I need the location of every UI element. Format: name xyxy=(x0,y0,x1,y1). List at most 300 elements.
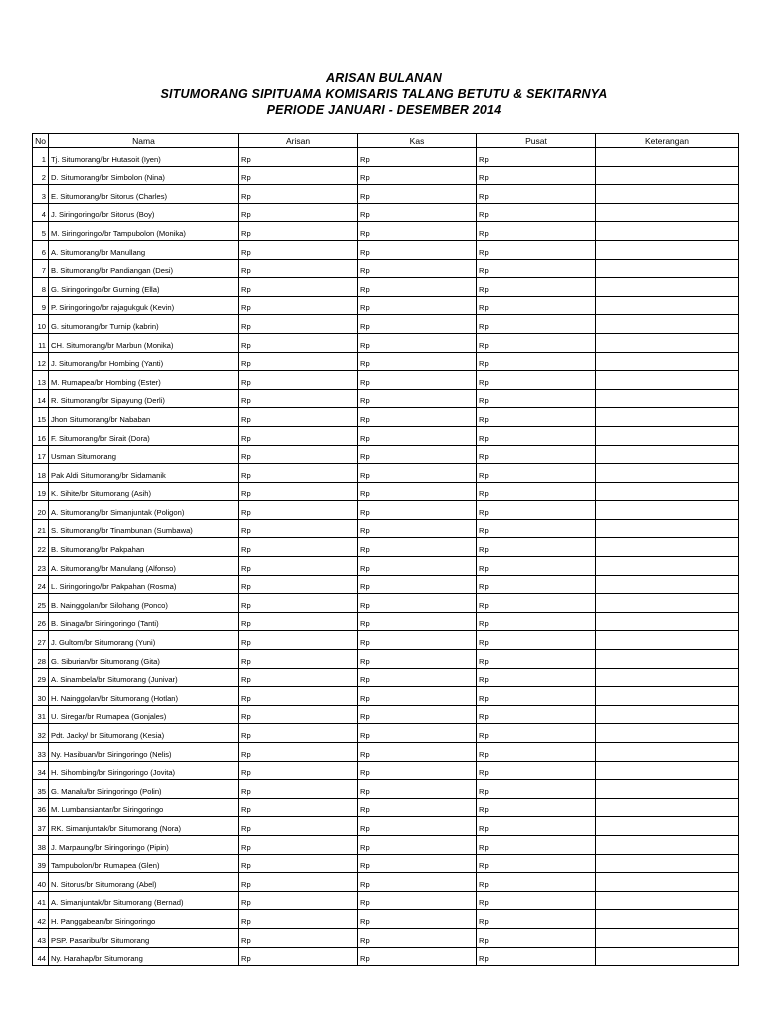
row-kas: Rp xyxy=(358,259,477,278)
row-pusat: Rp xyxy=(477,817,596,836)
row-name: M. Lumbansiantar/br Siringoringo xyxy=(49,798,239,817)
row-kas: Rp xyxy=(358,835,477,854)
table-row xyxy=(33,278,739,297)
table-row xyxy=(33,724,739,743)
row-keterangan xyxy=(596,315,739,334)
row-arisan: Rp xyxy=(239,743,358,762)
row-name: Tj. Situmorang/br Hutasoit (Iyen) xyxy=(49,148,239,167)
row-keterangan xyxy=(596,352,739,371)
row-name: G. Manalu/br Siringoringo (Polin) xyxy=(49,780,239,799)
row-arisan: Rp xyxy=(239,501,358,520)
row-pusat: Rp xyxy=(477,315,596,334)
row-number: 18 xyxy=(33,464,49,483)
row-keterangan xyxy=(596,148,739,167)
row-arisan: Rp xyxy=(239,928,358,947)
row-arisan: Rp xyxy=(239,910,358,929)
table-row xyxy=(33,705,739,724)
table-row xyxy=(33,835,739,854)
row-arisan: Rp xyxy=(239,296,358,315)
document-title: ARISAN BULANAN xyxy=(326,71,442,85)
row-arisan: Rp xyxy=(239,203,358,222)
row-kas: Rp xyxy=(358,817,477,836)
row-name: H. Nainggolan/br Situmorang (Hotlan) xyxy=(49,687,239,706)
row-name: H. Sihombing/br Siringoringo (Jovita) xyxy=(49,761,239,780)
table-row xyxy=(33,910,739,929)
row-pusat: Rp xyxy=(477,854,596,873)
row-number: 13 xyxy=(33,371,49,390)
row-keterangan xyxy=(596,594,739,613)
row-name: B. Sinaga/br Siringoringo (Tanti) xyxy=(49,612,239,631)
row-number: 15 xyxy=(33,408,49,427)
column-header-no: No xyxy=(33,134,49,148)
row-name: B. Nainggolan/br Silohang (Ponco) xyxy=(49,594,239,613)
row-kas: Rp xyxy=(358,296,477,315)
row-kas: Rp xyxy=(358,315,477,334)
row-number: 41 xyxy=(33,891,49,910)
table-row xyxy=(33,296,739,315)
row-name: PSP. Pasaribu/br Situmorang xyxy=(49,928,239,947)
row-name: P. Siringoringo/br rajagukguk (Kevin) xyxy=(49,296,239,315)
row-number: 31 xyxy=(33,705,49,724)
row-arisan: Rp xyxy=(239,278,358,297)
row-number: 8 xyxy=(33,278,49,297)
row-pusat: Rp xyxy=(477,557,596,576)
row-name: Pdt. Jacky/ br Situmorang (Kesia) xyxy=(49,724,239,743)
table-row xyxy=(33,222,739,241)
row-name: G. Siringoringo/br Gurning (Ella) xyxy=(49,278,239,297)
row-number: 20 xyxy=(33,501,49,520)
row-number: 36 xyxy=(33,798,49,817)
row-pusat: Rp xyxy=(477,575,596,594)
row-number: 11 xyxy=(33,333,49,352)
row-number: 16 xyxy=(33,426,49,445)
column-header-kas: Kas xyxy=(358,134,477,148)
row-number: 25 xyxy=(33,594,49,613)
row-keterangan xyxy=(596,557,739,576)
row-number: 4 xyxy=(33,203,49,222)
row-keterangan xyxy=(596,240,739,259)
row-pusat: Rp xyxy=(477,296,596,315)
row-pusat: Rp xyxy=(477,148,596,167)
table-row xyxy=(33,780,739,799)
row-kas: Rp xyxy=(358,705,477,724)
row-name: L. Siringoringo/br Pakpahan (Rosma) xyxy=(49,575,239,594)
table-row xyxy=(33,445,739,464)
row-name: R. Situmorang/br Sipayung (Derli) xyxy=(49,389,239,408)
row-arisan: Rp xyxy=(239,612,358,631)
row-arisan: Rp xyxy=(239,389,358,408)
row-arisan: Rp xyxy=(239,408,358,427)
row-number: 24 xyxy=(33,575,49,594)
row-name: A. Situmorang/br Simanjuntak (Poligon) xyxy=(49,501,239,520)
row-arisan: Rp xyxy=(239,631,358,650)
row-arisan: Rp xyxy=(239,817,358,836)
table-row xyxy=(33,501,739,520)
row-kas: Rp xyxy=(358,668,477,687)
row-pusat: Rp xyxy=(477,371,596,390)
column-header-pusat: Pusat xyxy=(477,134,596,148)
row-keterangan xyxy=(596,687,739,706)
row-kas: Rp xyxy=(358,724,477,743)
row-arisan: Rp xyxy=(239,873,358,892)
row-number: 44 xyxy=(33,947,49,966)
row-pusat: Rp xyxy=(477,482,596,501)
row-arisan: Rp xyxy=(239,240,358,259)
row-pusat: Rp xyxy=(477,166,596,185)
row-name: B. Situmorang/br Pakpahan xyxy=(49,538,239,557)
arisan-table xyxy=(32,133,739,966)
row-arisan: Rp xyxy=(239,780,358,799)
row-keterangan xyxy=(596,780,739,799)
row-name: F. Situmorang/br Sirait (Dora) xyxy=(49,426,239,445)
row-kas: Rp xyxy=(358,594,477,613)
row-pusat: Rp xyxy=(477,798,596,817)
row-number: 42 xyxy=(33,910,49,929)
row-pusat: Rp xyxy=(477,724,596,743)
row-name: A. Simanjuntak/br Situmorang (Bernad) xyxy=(49,891,239,910)
row-pusat: Rp xyxy=(477,873,596,892)
row-pusat: Rp xyxy=(477,687,596,706)
table-row xyxy=(33,371,739,390)
row-keterangan xyxy=(596,278,739,297)
row-keterangan xyxy=(596,705,739,724)
row-number: 2 xyxy=(33,166,49,185)
row-number: 26 xyxy=(33,612,49,631)
row-arisan: Rp xyxy=(239,891,358,910)
row-arisan: Rp xyxy=(239,333,358,352)
row-name: Pak Aldi Situmorang/br Sidamanik xyxy=(49,464,239,483)
table-row xyxy=(33,594,739,613)
row-kas: Rp xyxy=(358,743,477,762)
row-keterangan xyxy=(596,259,739,278)
row-name: J. Situmorang/br Hombing (Yanti) xyxy=(49,352,239,371)
row-keterangan xyxy=(596,538,739,557)
row-arisan: Rp xyxy=(239,687,358,706)
row-kas: Rp xyxy=(358,482,477,501)
row-pusat: Rp xyxy=(477,203,596,222)
row-arisan: Rp xyxy=(239,594,358,613)
row-kas: Rp xyxy=(358,501,477,520)
row-number: 29 xyxy=(33,668,49,687)
column-header-nama: Nama xyxy=(49,134,239,148)
row-number: 33 xyxy=(33,743,49,762)
row-kas: Rp xyxy=(358,222,477,241)
row-kas: Rp xyxy=(358,780,477,799)
row-arisan: Rp xyxy=(239,315,358,334)
row-pusat: Rp xyxy=(477,352,596,371)
row-keterangan xyxy=(596,835,739,854)
row-arisan: Rp xyxy=(239,538,358,557)
row-arisan: Rp xyxy=(239,575,358,594)
table-row xyxy=(33,761,739,780)
row-arisan: Rp xyxy=(239,464,358,483)
row-arisan: Rp xyxy=(239,352,358,371)
row-kas: Rp xyxy=(358,854,477,873)
row-pusat: Rp xyxy=(477,891,596,910)
row-keterangan xyxy=(596,724,739,743)
row-pusat: Rp xyxy=(477,259,596,278)
row-pusat: Rp xyxy=(477,910,596,929)
row-keterangan xyxy=(596,222,739,241)
row-keterangan xyxy=(596,891,739,910)
row-pusat: Rp xyxy=(477,501,596,520)
table-row xyxy=(33,650,739,669)
row-pusat: Rp xyxy=(477,519,596,538)
row-pusat: Rp xyxy=(477,538,596,557)
row-number: 3 xyxy=(33,185,49,204)
row-keterangan xyxy=(596,482,739,501)
row-pusat: Rp xyxy=(477,445,596,464)
row-number: 14 xyxy=(33,389,49,408)
row-number: 32 xyxy=(33,724,49,743)
row-number: 27 xyxy=(33,631,49,650)
row-kas: Rp xyxy=(358,910,477,929)
row-kas: Rp xyxy=(358,148,477,167)
row-arisan: Rp xyxy=(239,371,358,390)
row-pusat: Rp xyxy=(477,631,596,650)
row-keterangan xyxy=(596,873,739,892)
row-kas: Rp xyxy=(358,166,477,185)
table-row xyxy=(33,240,739,259)
table-row xyxy=(33,519,739,538)
row-pusat: Rp xyxy=(477,464,596,483)
row-arisan: Rp xyxy=(239,148,358,167)
table-row xyxy=(33,817,739,836)
row-kas: Rp xyxy=(358,519,477,538)
row-pusat: Rp xyxy=(477,408,596,427)
row-keterangan xyxy=(596,928,739,947)
row-kas: Rp xyxy=(358,798,477,817)
row-name: U. Siregar/br Rumapea (Gonjales) xyxy=(49,705,239,724)
row-kas: Rp xyxy=(358,185,477,204)
row-kas: Rp xyxy=(358,557,477,576)
row-arisan: Rp xyxy=(239,761,358,780)
row-pusat: Rp xyxy=(477,612,596,631)
table-row xyxy=(33,743,739,762)
row-arisan: Rp xyxy=(239,445,358,464)
row-number: 12 xyxy=(33,352,49,371)
table-row xyxy=(33,873,739,892)
row-pusat: Rp xyxy=(477,650,596,669)
row-kas: Rp xyxy=(358,873,477,892)
row-arisan: Rp xyxy=(239,222,358,241)
table-row xyxy=(33,798,739,817)
row-name: Ny. Harahap/br Situmorang xyxy=(49,947,239,966)
row-keterangan xyxy=(596,501,739,520)
row-kas: Rp xyxy=(358,464,477,483)
table-row xyxy=(33,631,739,650)
row-kas: Rp xyxy=(358,389,477,408)
row-pusat: Rp xyxy=(477,222,596,241)
row-name: G. Siburian/br Situmorang (Gita) xyxy=(49,650,239,669)
row-name: Ny. Hasibuan/br Siringoringo (Nelis) xyxy=(49,743,239,762)
table-row xyxy=(33,315,739,334)
row-arisan: Rp xyxy=(239,854,358,873)
row-kas: Rp xyxy=(358,947,477,966)
row-arisan: Rp xyxy=(239,650,358,669)
row-keterangan xyxy=(596,631,739,650)
row-arisan: Rp xyxy=(239,835,358,854)
row-kas: Rp xyxy=(358,352,477,371)
row-arisan: Rp xyxy=(239,482,358,501)
row-pusat: Rp xyxy=(477,705,596,724)
row-name: J. Marpaung/br Siringoringo (Pipin) xyxy=(49,835,239,854)
row-kas: Rp xyxy=(358,538,477,557)
row-keterangan xyxy=(596,166,739,185)
row-pusat: Rp xyxy=(477,389,596,408)
document-period: PERIODE JANUARI - DESEMBER 2014 xyxy=(266,103,502,117)
row-arisan: Rp xyxy=(239,426,358,445)
row-number: 30 xyxy=(33,687,49,706)
row-kas: Rp xyxy=(358,240,477,259)
row-name: K. Sihite/br Situmorang (Asih) xyxy=(49,482,239,501)
row-keterangan xyxy=(596,650,739,669)
row-keterangan xyxy=(596,445,739,464)
row-keterangan xyxy=(596,817,739,836)
row-keterangan xyxy=(596,426,739,445)
row-arisan: Rp xyxy=(239,185,358,204)
row-arisan: Rp xyxy=(239,519,358,538)
row-keterangan xyxy=(596,389,739,408)
row-name: CH. Situmorang/br Marbun (Monika) xyxy=(49,333,239,352)
row-pusat: Rp xyxy=(477,240,596,259)
row-name: N. Sitorus/br Situmorang (Abel) xyxy=(49,873,239,892)
row-number: 9 xyxy=(33,296,49,315)
row-kas: Rp xyxy=(358,761,477,780)
row-keterangan xyxy=(596,408,739,427)
row-kas: Rp xyxy=(358,333,477,352)
row-kas: Rp xyxy=(358,928,477,947)
row-name: H. Panggabean/br Siringoringo xyxy=(49,910,239,929)
row-pusat: Rp xyxy=(477,426,596,445)
row-name: S. Situmorang/br Tinambunan (Sumbawa) xyxy=(49,519,239,538)
row-kas: Rp xyxy=(358,408,477,427)
row-name: B. Situmorang/br Pandiangan (Desi) xyxy=(49,259,239,278)
table-row xyxy=(33,464,739,483)
row-name: Tampubolon/br Rumapea (Glen) xyxy=(49,854,239,873)
row-name: J. Gultom/br Situmorang (Yuni) xyxy=(49,631,239,650)
column-header-keterangan: Keterangan xyxy=(596,134,739,148)
row-keterangan xyxy=(596,333,739,352)
row-number: 19 xyxy=(33,482,49,501)
table-header-row xyxy=(33,134,739,148)
row-number: 34 xyxy=(33,761,49,780)
table-row xyxy=(33,333,739,352)
row-number: 35 xyxy=(33,780,49,799)
table-row xyxy=(33,389,739,408)
table-row xyxy=(33,538,739,557)
row-name: J. Siringoringo/br Sitorus (Boy) xyxy=(49,203,239,222)
row-number: 21 xyxy=(33,519,49,538)
row-arisan: Rp xyxy=(239,557,358,576)
row-number: 10 xyxy=(33,315,49,334)
row-number: 17 xyxy=(33,445,49,464)
table-row xyxy=(33,426,739,445)
row-name: E. Situmorang/br Sitorus (Charles) xyxy=(49,185,239,204)
row-pusat: Rp xyxy=(477,278,596,297)
table-row xyxy=(33,854,739,873)
row-pusat: Rp xyxy=(477,668,596,687)
row-keterangan xyxy=(596,668,739,687)
row-number: 37 xyxy=(33,817,49,836)
table-row xyxy=(33,687,739,706)
table-row xyxy=(33,203,739,222)
row-pusat: Rp xyxy=(477,835,596,854)
row-keterangan xyxy=(596,519,739,538)
table-row xyxy=(33,166,739,185)
row-pusat: Rp xyxy=(477,333,596,352)
row-pusat: Rp xyxy=(477,928,596,947)
row-name: RK. Simanjuntak/br Situmorang (Nora) xyxy=(49,817,239,836)
table-row xyxy=(33,185,739,204)
row-keterangan xyxy=(596,185,739,204)
row-pusat: Rp xyxy=(477,780,596,799)
row-number: 1 xyxy=(33,148,49,167)
row-arisan: Rp xyxy=(239,724,358,743)
row-name: M. Siringoringo/br Tampubolon (Monika) xyxy=(49,222,239,241)
row-keterangan xyxy=(596,743,739,762)
row-keterangan xyxy=(596,464,739,483)
row-keterangan xyxy=(596,612,739,631)
row-arisan: Rp xyxy=(239,705,358,724)
row-arisan: Rp xyxy=(239,798,358,817)
table-row xyxy=(33,947,739,966)
row-pusat: Rp xyxy=(477,761,596,780)
table-row xyxy=(33,408,739,427)
row-name: D. Situmorang/br Simbolon (Nina) xyxy=(49,166,239,185)
row-number: 6 xyxy=(33,240,49,259)
row-kas: Rp xyxy=(358,891,477,910)
row-number: 23 xyxy=(33,557,49,576)
row-number: 28 xyxy=(33,650,49,669)
row-name: M. Rumapea/br Hombing (Ester) xyxy=(49,371,239,390)
table-row xyxy=(33,928,739,947)
table-row xyxy=(33,668,739,687)
row-number: 7 xyxy=(33,259,49,278)
row-keterangan xyxy=(596,910,739,929)
row-keterangan xyxy=(596,798,739,817)
row-keterangan xyxy=(596,371,739,390)
row-kas: Rp xyxy=(358,631,477,650)
row-kas: Rp xyxy=(358,371,477,390)
row-pusat: Rp xyxy=(477,947,596,966)
row-arisan: Rp xyxy=(239,259,358,278)
row-kas: Rp xyxy=(358,426,477,445)
row-kas: Rp xyxy=(358,445,477,464)
row-arisan: Rp xyxy=(239,166,358,185)
table-row xyxy=(33,612,739,631)
row-keterangan xyxy=(596,854,739,873)
row-name: A. Sinambela/br Situmorang (Junivar) xyxy=(49,668,239,687)
row-kas: Rp xyxy=(358,650,477,669)
row-name: Usman Situmorang xyxy=(49,445,239,464)
row-arisan: Rp xyxy=(239,668,358,687)
row-name: A. Situmorang/br Manulang (Alfonso) xyxy=(49,557,239,576)
table-row xyxy=(33,482,739,501)
row-keterangan xyxy=(596,575,739,594)
row-pusat: Rp xyxy=(477,743,596,762)
table-row xyxy=(33,352,739,371)
document-header xyxy=(0,70,768,118)
row-kas: Rp xyxy=(358,575,477,594)
table-row xyxy=(33,148,739,167)
row-name: G. situmorang/br Turnip (kabrin) xyxy=(49,315,239,334)
row-name: Jhon Situmorang/br Nababan xyxy=(49,408,239,427)
column-header-arisan: Arisan xyxy=(239,134,358,148)
row-pusat: Rp xyxy=(477,594,596,613)
row-keterangan xyxy=(596,296,739,315)
row-number: 5 xyxy=(33,222,49,241)
